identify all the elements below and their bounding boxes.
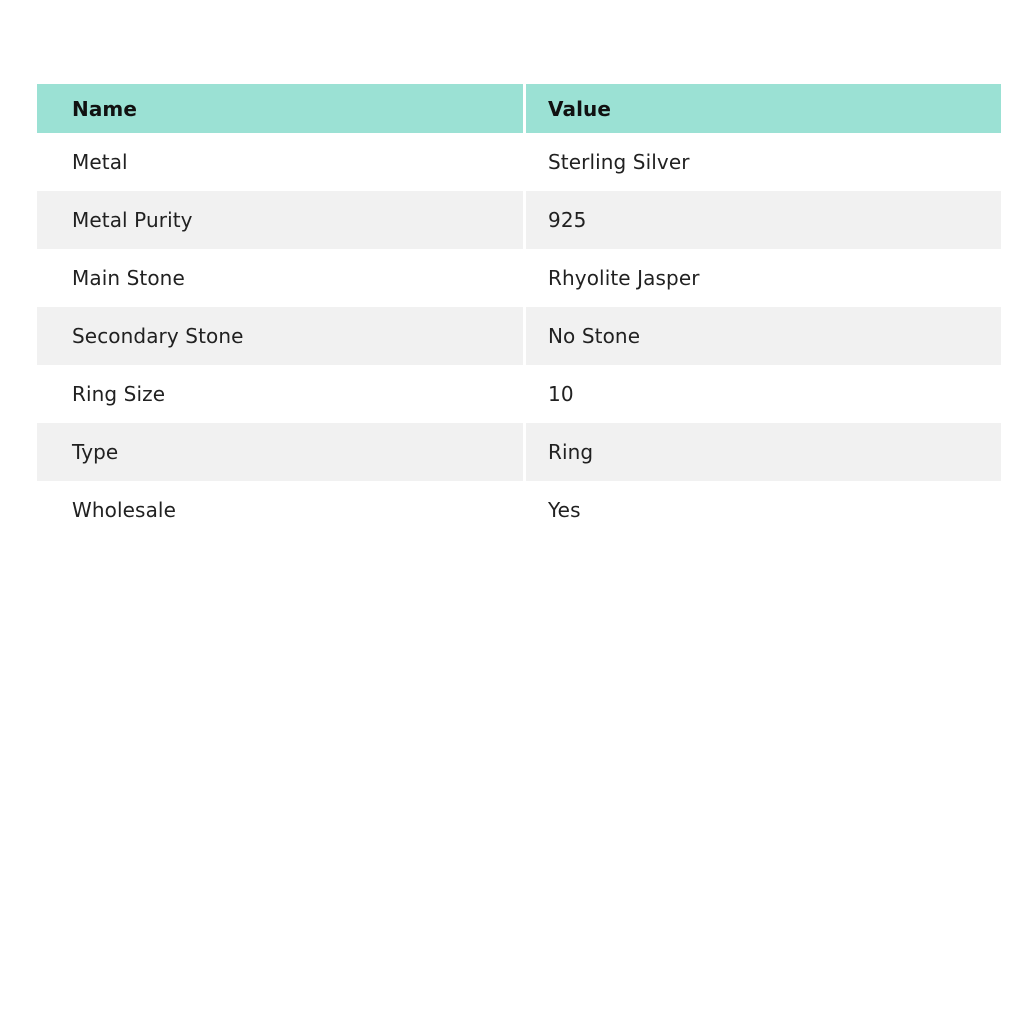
attribute-name-cell: Secondary Stone (37, 307, 523, 365)
attribute-name-cell: Metal Purity (37, 191, 523, 249)
attribute-value-cell: Ring (526, 423, 1001, 481)
header-name: Name (37, 84, 523, 133)
attribute-name-cell: Type (37, 423, 523, 481)
table-row (37, 481, 1001, 539)
product-spec-table (37, 84, 1001, 539)
attribute-value-cell: Rhyolite Jasper (526, 249, 1001, 307)
table-header-row (37, 84, 1001, 133)
attribute-name-cell: Main Stone (37, 249, 523, 307)
attribute-value-cell: Sterling Silver (526, 133, 1001, 191)
attribute-value-cell: 10 (526, 365, 1001, 423)
table-row (37, 133, 1001, 191)
attribute-value-cell: No Stone (526, 307, 1001, 365)
table-row (37, 423, 1001, 481)
table-row (37, 191, 1001, 249)
table-row (37, 365, 1001, 423)
attribute-value-cell: 925 (526, 191, 1001, 249)
table-row (37, 249, 1001, 307)
header-value: Value (526, 84, 1001, 133)
attribute-name-cell: Metal (37, 133, 523, 191)
table-row (37, 307, 1001, 365)
attribute-value-cell: Yes (526, 481, 1001, 539)
attribute-name-cell: Ring Size (37, 365, 523, 423)
table-body (37, 133, 1001, 539)
attribute-name-cell: Wholesale (37, 481, 523, 539)
